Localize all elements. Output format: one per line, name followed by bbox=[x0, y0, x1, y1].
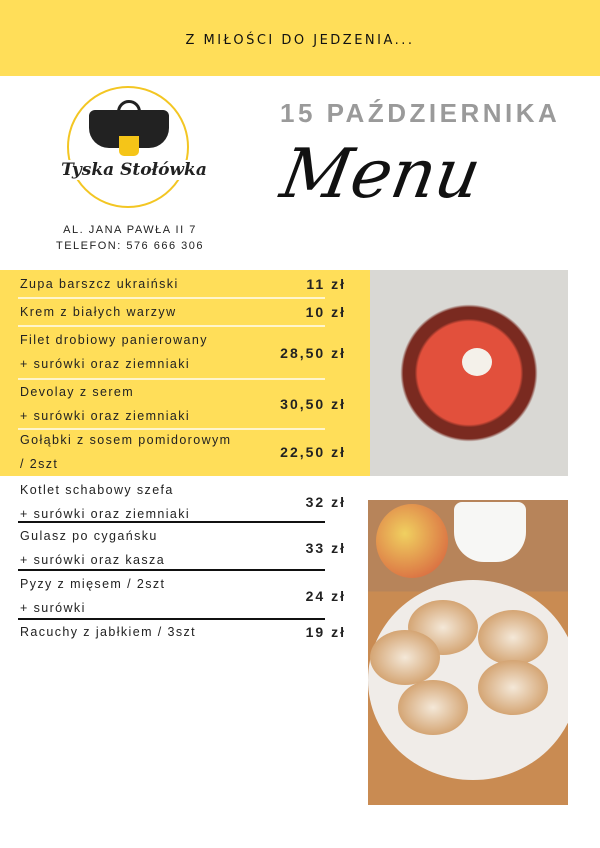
item-description: Racuchy z jabłkiem / 3szt bbox=[20, 625, 197, 639]
menu-item bbox=[20, 572, 346, 620]
menu-item bbox=[20, 428, 346, 476]
brand-name: Tyska Stołówka bbox=[54, 160, 214, 180]
item-description: + surówki oraz ziemniaki bbox=[20, 409, 191, 423]
divider bbox=[18, 297, 325, 299]
divider bbox=[18, 618, 325, 620]
menu-date: 15 PAŹDZIERNIKA bbox=[280, 98, 561, 128]
item-price: 11 zł bbox=[306, 276, 346, 292]
item-description: Zupa barszcz ukraiński bbox=[20, 277, 179, 291]
divider bbox=[18, 428, 325, 430]
item-description: Pyzy z mięsem / 2szt bbox=[20, 577, 166, 591]
phone: TELEFON: 576 666 306 bbox=[55, 240, 204, 252]
menu-item bbox=[20, 300, 346, 324]
item-description: Gołąbki z sosem pomidorowym bbox=[20, 433, 232, 447]
item-price: 33 zł bbox=[305, 540, 346, 556]
address: AL. JANA PAWŁA II 7 bbox=[63, 224, 197, 236]
item-price: 22,50 zł bbox=[280, 444, 346, 460]
menu-item bbox=[20, 272, 346, 296]
item-price: 30,50 zł bbox=[280, 396, 346, 412]
item-description: + surówki oraz ziemniaki bbox=[20, 507, 191, 521]
divider bbox=[18, 325, 325, 327]
tagline: Z MIŁOŚCI DO JEDZENIA... bbox=[185, 32, 415, 48]
item-description: Gulasz po cygańsku bbox=[20, 529, 158, 543]
item-price: 32 zł bbox=[305, 494, 346, 510]
menu-item bbox=[20, 620, 346, 644]
item-description: Filet drobiowy panierowany bbox=[20, 333, 208, 347]
divider bbox=[18, 569, 325, 571]
logo bbox=[67, 86, 189, 208]
top-banner bbox=[0, 0, 600, 76]
divider bbox=[18, 378, 325, 380]
item-description: + surówki oraz ziemniaki bbox=[20, 357, 191, 371]
cup-icon bbox=[119, 136, 139, 156]
pancakes-photo bbox=[368, 500, 568, 805]
divider bbox=[18, 521, 325, 523]
item-price: 10 zł bbox=[305, 304, 346, 320]
item-description: Krem z białych warzyw bbox=[20, 305, 177, 319]
item-description: Kotlet schabowy szefa bbox=[20, 483, 174, 497]
item-description: + surówki oraz kasza bbox=[20, 553, 166, 567]
menu-item bbox=[20, 380, 346, 428]
menu-item bbox=[20, 524, 346, 572]
menu-title: Menu bbox=[275, 135, 487, 214]
menu-item bbox=[20, 478, 346, 526]
item-price: 19 zł bbox=[305, 624, 346, 640]
item-price: 28,50 zł bbox=[280, 345, 346, 361]
item-description: / 2szt bbox=[20, 457, 59, 471]
menu-item bbox=[20, 328, 346, 378]
item-price: 24 zł bbox=[305, 588, 346, 604]
item-description: Devolay z serem bbox=[20, 385, 135, 399]
item-description: + surówki bbox=[20, 601, 86, 615]
contact-info bbox=[40, 222, 220, 254]
borscht-photo bbox=[370, 270, 568, 476]
